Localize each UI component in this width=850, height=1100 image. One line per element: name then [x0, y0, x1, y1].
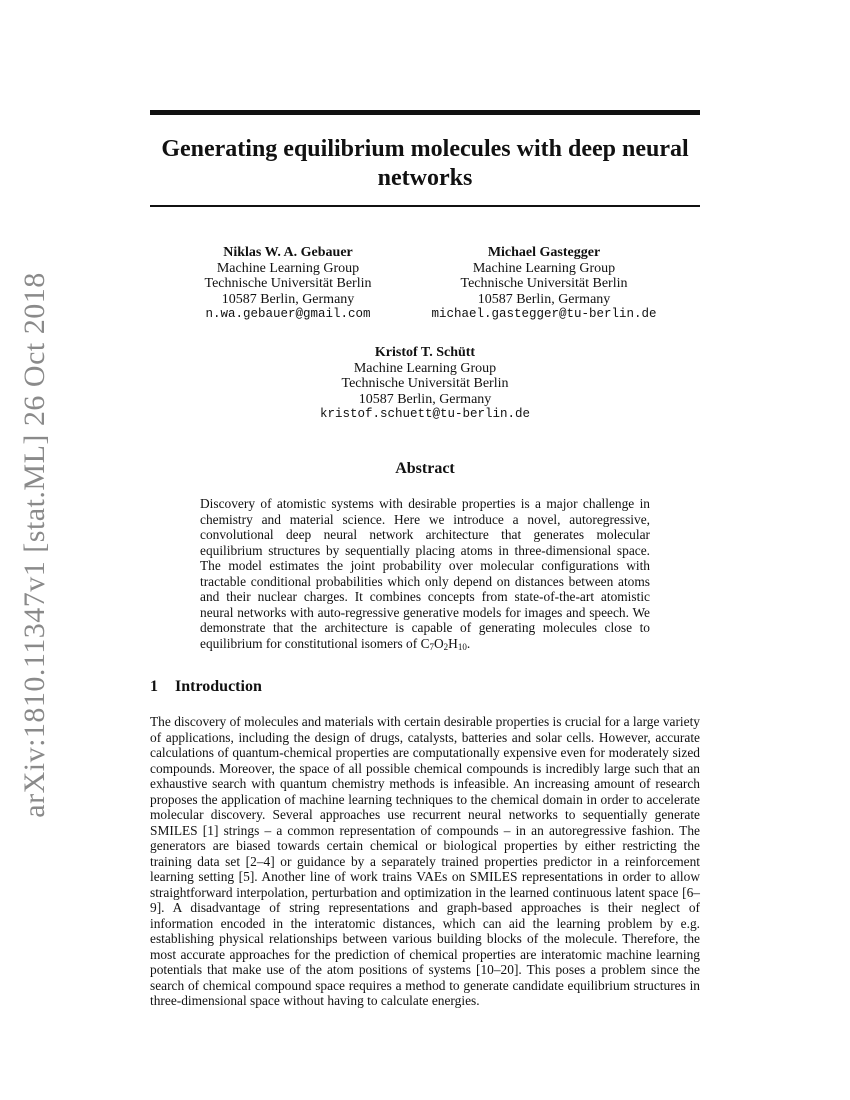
author-email[interactable]: n.wa.gebauer@gmail.com — [205, 307, 371, 321]
title-rule-bottom — [150, 205, 700, 207]
introduction-text: The discovery of molecules and materials with certain desirable properties is crucial for a large variety of applications, including the design of drugs, catalysts, batteries and solar cells. However, accurate calculations of quantum-chemical properties are computationally expensive even for moderately sized compounds. Moreover, the space of all possible chemical compounds is incredibly large such that an exhaustive search with quantum chemistry methods is infeasible. An increasing amount of research proposes the application of machine learning techniques to the chemical domain in order to accelerate molecular discovery. Several approaches use recurrent neural networks to sequentially generate SMILES [1] strings – a common representation of compounds – in an autoregressive fashion. The generators are biased towards certain chemical or biological properties by either restricting the training data set [2–4] or guidance by a separately trained properties predictor in a reinforcement learning setting [5]. Another line of work trains VAEs on SMILES representations in order to allow straightforward interpolation, perturbation and optimization in the learned continuous latent space [6–9]. A disadvantage of string representations and graph-based approaches is their neglect of information encoded in the interatomic distances, which can aid the learning problem by e.g. establishing physical relationships between various building blocks of the molecule. Therefore, the most accurate approaches for the prediction of chemical properties are interatomic machine learning potentials that make use of the atom positions of systems [10–20]. This poses a problem since the search of chemical compound space requires a method to generate candidate equilibrium structures in three-dimensional space without having to calculate energies. — [150, 714, 700, 1008]
abstract-heading: Abstract — [395, 460, 455, 477]
author-city: 10587 Berlin, Germany — [477, 291, 611, 307]
chemical-formula: $C_7O_2H_{10}$. — [420, 635, 471, 652]
paper-title: Generating equilibrium molecules with deep neural networks — [161, 136, 689, 191]
author-name: Kristof T. Schütt — [374, 345, 476, 360]
author-institution: Technische Universität Berlin — [204, 276, 372, 291]
abstract-text — [200, 496, 650, 655]
author-email[interactable]: kristof.schuett@tu-berlin.de — [319, 407, 531, 421]
author-institution: Technische Universität Berlin — [460, 276, 628, 291]
title-rule-top — [150, 110, 700, 115]
section-number: 1 — [150, 678, 158, 695]
section-heading-introduction — [150, 678, 700, 696]
author-group: Machine Learning Group — [472, 260, 616, 276]
author-institution: Technische Universität Berlin — [341, 376, 509, 391]
abstract-body-text: Discovery of atomistic systems with desirable properties is a major challenge in chemistry and material science. Here we introduce a novel, autoregressive, convolutional deep neural network architecture that generates molecular equilibrium structures by sequentially placing atoms in three-dimensional space. The model estimates the joint probability over molecular configurations with tractable conditional probabilities which only depend on distances between atoms and their nuclear charges. It combines concepts from state-of-the-art atomistic neural networks with auto-regressive generative models for images and speech. We demonstrate that the architecture is capable of generating molecules close to equilibrium for constitutional isomers of — [200, 496, 650, 651]
author-name: Niklas W. A. Gebauer — [223, 245, 353, 260]
author-block-3 — [305, 345, 545, 423]
author-name: Michael Gastegger — [487, 245, 601, 260]
author-group: Machine Learning Group — [353, 360, 497, 376]
arxiv-identifier: arXiv:1810.11347v1 [stat.ML] 26 Oct 2018 — [18, 272, 51, 818]
author-city: 10587 Berlin, Germany — [358, 391, 492, 407]
author-group: Machine Learning Group — [216, 260, 360, 276]
section-title: Introduction — [175, 678, 262, 695]
author-city: 10587 Berlin, Germany — [221, 291, 355, 307]
author-email[interactable]: michael.gastegger@tu-berlin.de — [431, 307, 657, 321]
author-block-2 — [424, 245, 664, 323]
author-block-1 — [188, 245, 388, 323]
